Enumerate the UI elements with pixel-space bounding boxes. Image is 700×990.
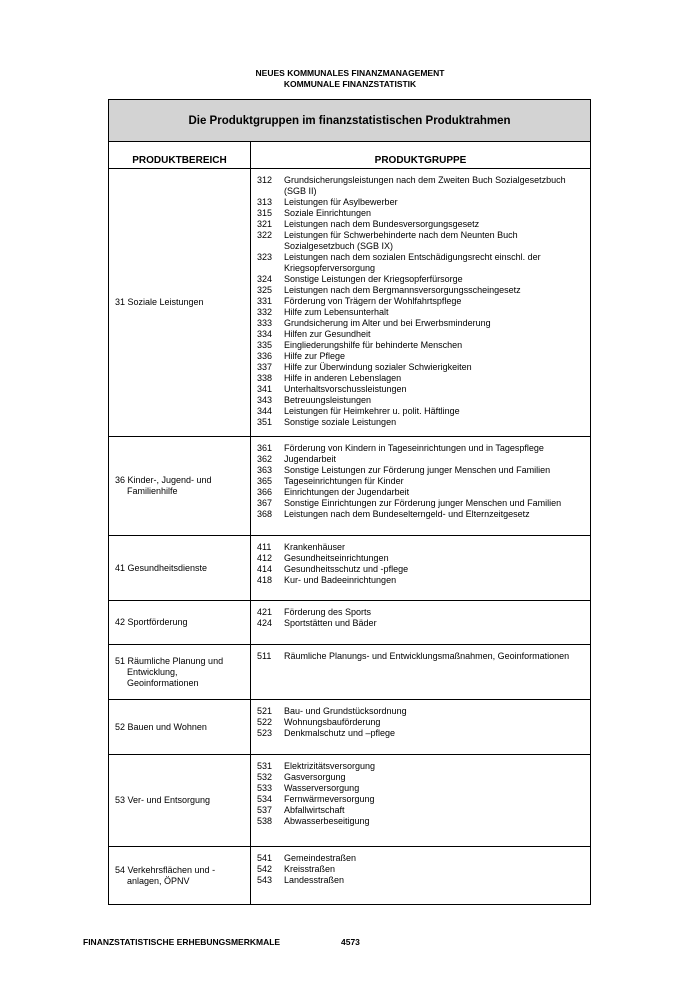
produktgruppe-cell	[251, 601, 591, 645]
produktgruppe-cell	[251, 847, 591, 905]
produktbereich-cell	[109, 700, 251, 755]
produktgruppe-code: 537	[257, 805, 273, 815]
footer-label: FINANZSTATISTISCHE ERHEBUNGSMERKMALE	[83, 937, 281, 947]
produktgruppe-code: 534	[257, 794, 273, 804]
produktgruppe-item	[257, 575, 590, 586]
produktgruppe-cell	[251, 437, 591, 536]
produktbereich-label: 31 Soziale Leistungen	[115, 297, 204, 307]
produktgruppe-code: 411	[257, 542, 272, 552]
produktgruppe-item	[257, 706, 590, 717]
table-row	[109, 437, 591, 536]
produktgruppe-text: Elektrizitätsversorgung	[284, 761, 376, 771]
produktgruppe-text: Hilfe in anderen Lebenslagen	[284, 373, 402, 383]
produktgruppe-text: Leistungen nach dem sozialen Entschädigungsrecht einschl. der Kriegsopferversorgung	[284, 252, 541, 273]
produktbereich-label: 54 Verkehrsflächen und -anlagen, ÖPNV	[115, 864, 216, 886]
produktgruppe-text: Eingliederungshilfe für behinderte Menschen	[284, 340, 463, 350]
page-number: 4573	[341, 937, 360, 947]
produktgruppe-item	[257, 454, 590, 465]
produktgruppe-item	[257, 875, 590, 886]
produktgruppe-text: Förderung von Kindern in Tageseinrichtungen und in Tagespflege	[284, 443, 544, 453]
produktgruppe-text: Hilfe zur Pflege	[284, 351, 346, 361]
produktgruppe-text: Hilfe zum Lebensunterhalt	[284, 307, 389, 317]
produktgruppe-text: Gasversorgung	[284, 772, 346, 782]
produktgruppe-text: Fernwärmeversorgung	[284, 794, 375, 804]
produktgruppe-code: 361	[257, 443, 273, 453]
produktgruppe-item	[257, 618, 590, 629]
produktgruppe-text: Krankenhäuser	[284, 542, 346, 552]
header-line-1: NEUES KOMMUNALES FINANZMANAGEMENT	[255, 68, 445, 78]
produktgruppe-text: Leistungen nach dem Bergmannsversorgungsscheingesetz	[284, 285, 521, 295]
produktbereich-label: 42 Sportförderung	[115, 617, 188, 627]
produktgruppe-code: 362	[257, 454, 273, 464]
produktgruppe-code: 322	[257, 230, 273, 240]
produktgruppe-item	[257, 230, 590, 252]
produktgruppe-code: 337	[257, 362, 273, 372]
produktgruppe-code: 523	[257, 728, 273, 738]
produktgruppe-text: Tageseinrichtungen für Kinder	[284, 476, 404, 486]
produktgruppe-text: Förderung des Sports	[284, 607, 372, 617]
produktgruppe-text: Jugendarbeit	[284, 454, 337, 464]
produktgruppe-text: Abfallwirtschaft	[284, 805, 345, 815]
produktgruppe-code: 334	[257, 329, 273, 339]
produktgruppe-text: Soziale Einrichtungen	[284, 208, 372, 218]
produktbereich-cell	[109, 645, 251, 700]
produktgruppe-code: 332	[257, 307, 273, 317]
produktgruppe-code: 366	[257, 487, 273, 497]
produktgruppe-text: Unterhaltsvorschussleistungen	[284, 384, 407, 394]
produktgruppe-item	[257, 395, 590, 406]
produktgruppe-code: 412	[257, 553, 273, 563]
produktgruppe-item	[257, 175, 590, 197]
produktgruppe-text: Sonstige soziale Leistungen	[284, 417, 397, 427]
produktbereich-label: 51 Räumliche Planung und Entwicklung, Geoinformationen	[115, 655, 224, 688]
produktgruppe-code: 315	[257, 208, 273, 218]
produktgruppe-cell	[251, 755, 591, 847]
produktbereich-label: 52 Bauen und Wohnen	[115, 721, 207, 732]
produktgruppe-code: 368	[257, 509, 273, 519]
produktgruppe-code: 336	[257, 351, 273, 361]
produktgruppe-text: Abwasserbeseitigung	[284, 816, 370, 826]
produktgruppe-text: Kur- und Badeeinrichtungen	[284, 575, 397, 585]
produktgruppe-code: 323	[257, 252, 273, 262]
produktgruppe-item	[257, 351, 590, 362]
produktgruppe-item	[257, 816, 590, 827]
produktgruppe-code: 313	[257, 197, 273, 207]
produktgruppe-text: Einrichtungen der Jugendarbeit	[284, 487, 410, 497]
produktgruppe-item	[257, 384, 590, 395]
produktgruppe-text: Leistungen nach dem Bundeselterngeld- und Elternzeitgesetz	[284, 509, 530, 519]
table-row	[109, 601, 591, 645]
header-line-2: KOMMUNALE FINANZSTATISTIK	[283, 79, 417, 89]
produktgruppe-text: Betreuungsleistungen	[284, 395, 372, 405]
table-title: Die Produktgruppen im finanzstatistischen Produktrahmen	[109, 100, 591, 142]
produktgruppe-item	[257, 498, 590, 509]
produktgruppe-code: 522	[257, 717, 273, 727]
produktbereich-cell	[109, 169, 251, 437]
produktgruppe-item	[257, 362, 590, 373]
table-row	[109, 847, 591, 905]
produktgruppe-text: Leistungen für Heimkehrer u. polit. Häftlinge	[284, 406, 460, 416]
produktbereich-cell	[109, 755, 251, 847]
produktgruppe-text: Hilfe zur Überwindung sozialer Schwierigkeiten	[284, 362, 472, 372]
produktgruppe-code: 333	[257, 318, 273, 328]
produktgruppe-text: Hilfen zur Gesundheit	[284, 329, 371, 339]
produktbereich-cell	[109, 847, 251, 905]
produktgruppe-code: 312	[257, 175, 273, 185]
produktgruppe-item	[257, 219, 590, 230]
produktgruppe-text: Leistungen für Asylbewerber	[284, 197, 398, 207]
produktgruppe-text: Sportstätten und Bäder	[284, 618, 377, 628]
produktgruppe-item	[257, 717, 590, 728]
produktgruppe-code: 418	[257, 575, 273, 585]
produktgruppe-item	[257, 208, 590, 219]
produktgruppe-text: Gesundheitseinrichtungen	[284, 553, 389, 563]
produktgruppe-code: 538	[257, 816, 273, 826]
produktgruppe-text: Gesundheitsschutz und -pflege	[284, 564, 409, 574]
produktgruppe-text: Räumliche Planungs- und Entwicklungsmaßnahmen, Geoinformationen	[284, 651, 570, 661]
produktgruppe-code: 424	[257, 618, 273, 628]
produktgruppe-item	[257, 373, 590, 384]
produktgruppe-item	[257, 542, 590, 553]
produktgruppe-text: Landesstraßen	[284, 875, 345, 885]
produktgruppe-text: Bau- und Grundstücksordnung	[284, 706, 407, 716]
produktgruppe-item	[257, 329, 590, 340]
produktgruppe-text: Grundsicherung im Alter und bei Erwerbsminderung	[284, 318, 491, 328]
produktgruppe-code: 338	[257, 373, 273, 383]
produktgruppe-text: Kreisstraßen	[284, 864, 336, 874]
produktgruppe-cell	[251, 700, 591, 755]
produktgruppe-text: Grundsicherungsleistungen nach dem Zweiten Buch Sozialgesetzbuch (SGB II)	[284, 175, 566, 196]
produktgruppe-item	[257, 476, 590, 487]
page-footer	[83, 937, 360, 947]
produktbereich-label: 41 Gesundheitsdienste	[115, 562, 208, 573]
produktgruppe-item	[257, 307, 590, 318]
table-row	[109, 536, 591, 601]
produktgruppe-text: Wasserversorgung	[284, 783, 360, 793]
produktgruppe-code: 541	[257, 853, 273, 863]
produktgruppe-item	[257, 651, 590, 662]
document-header	[0, 68, 700, 90]
produktgruppe-item	[257, 509, 590, 520]
produktgruppe-code: 414	[257, 564, 273, 574]
produktgruppe-cell	[251, 645, 591, 700]
produktgruppe-code: 363	[257, 465, 273, 475]
produktgruppe-item	[257, 465, 590, 476]
produktgruppe-item	[257, 285, 590, 296]
produktgruppe-item	[257, 805, 590, 816]
produktbereich-cell	[109, 601, 251, 645]
produktgruppe-item	[257, 487, 590, 498]
table-row	[109, 645, 591, 700]
produktgruppe-item	[257, 197, 590, 208]
produktgruppe-code: 511	[257, 651, 272, 661]
produktgruppe-code: 343	[257, 395, 273, 405]
produktgruppe-code: 351	[257, 417, 273, 427]
table-row	[109, 755, 591, 847]
produktgruppe-text: Sonstige Leistungen der Kriegsopferfürsorge	[284, 274, 463, 284]
produktgruppe-item	[257, 406, 590, 417]
produktgruppe-item	[257, 443, 590, 454]
produktgruppe-text: Sonstige Leistungen zur Förderung junger Menschen und Familien	[284, 465, 551, 475]
produktgruppe-item	[257, 794, 590, 805]
product-table	[108, 99, 591, 905]
produktgruppe-code: 543	[257, 875, 273, 885]
produktgruppe-code: 335	[257, 340, 273, 350]
produktgruppe-code: 532	[257, 772, 273, 782]
produktgruppe-item	[257, 728, 590, 739]
produktgruppe-code: 367	[257, 498, 273, 508]
produktgruppe-text: Leistungen für Schwerbehinderte nach dem Neunten Buch Sozialgesetzbuch (SGB IX)	[284, 230, 518, 251]
produktgruppe-item	[257, 853, 590, 864]
produktgruppe-item	[257, 296, 590, 307]
produktgruppe-text: Gemeindestraßen	[284, 853, 357, 863]
produktgruppe-item	[257, 274, 590, 285]
produktbereich-label: 53 Ver- und Entsorgung	[115, 795, 211, 805]
produktgruppe-item	[257, 761, 590, 772]
produktgruppe-cell	[251, 169, 591, 437]
produktgruppe-text: Förderung von Trägern der Wohlfahrtspflege	[284, 296, 462, 306]
produktgruppe-code: 533	[257, 783, 273, 793]
produktgruppe-text: Wohnungsbauförderung	[284, 717, 381, 727]
produktgruppe-item	[257, 318, 590, 329]
produktgruppe-item	[257, 553, 590, 564]
produktgruppe-code: 321	[257, 219, 273, 229]
produktgruppe-text: Leistungen nach dem Bundesversorgungsgesetz	[284, 219, 480, 229]
produktgruppe-item	[257, 783, 590, 794]
produktbereich-cell	[109, 536, 251, 601]
produktgruppe-item	[257, 564, 590, 575]
produktgruppe-cell	[251, 536, 591, 601]
produktgruppe-code: 331	[257, 296, 273, 306]
produktgruppe-code: 421	[257, 607, 273, 617]
produktgruppe-item	[257, 772, 590, 783]
produktgruppe-code: 531	[257, 761, 273, 771]
produktbereich-cell	[109, 437, 251, 536]
produktbereich-label: 36 Kinder-, Jugend- und Familienhilfe	[115, 475, 212, 496]
produktgruppe-item	[257, 340, 590, 351]
column-header-produktbereich: PRODUKTBEREICH	[109, 142, 251, 169]
produktgruppe-text: Sonstige Einrichtungen zur Förderung junger Menschen und Familien	[284, 498, 562, 508]
produktgruppe-item	[257, 607, 590, 618]
produktgruppe-code: 324	[257, 274, 273, 284]
table-row	[109, 700, 591, 755]
produktgruppe-item	[257, 864, 590, 875]
produktgruppe-code: 325	[257, 285, 273, 295]
produktgruppe-code: 521	[257, 706, 273, 716]
produktgruppe-code: 365	[257, 476, 273, 486]
column-header-produktgruppe: PRODUKTGRUPPE	[251, 142, 591, 169]
produktgruppe-code: 542	[257, 864, 273, 874]
table-row	[109, 169, 591, 437]
produktgruppe-text: Denkmalschutz und –pflege	[284, 728, 396, 738]
produktgruppe-item	[257, 252, 590, 274]
produktgruppe-code: 341	[257, 384, 273, 394]
produktgruppe-item	[257, 417, 590, 428]
produktgruppe-code: 344	[257, 406, 273, 416]
